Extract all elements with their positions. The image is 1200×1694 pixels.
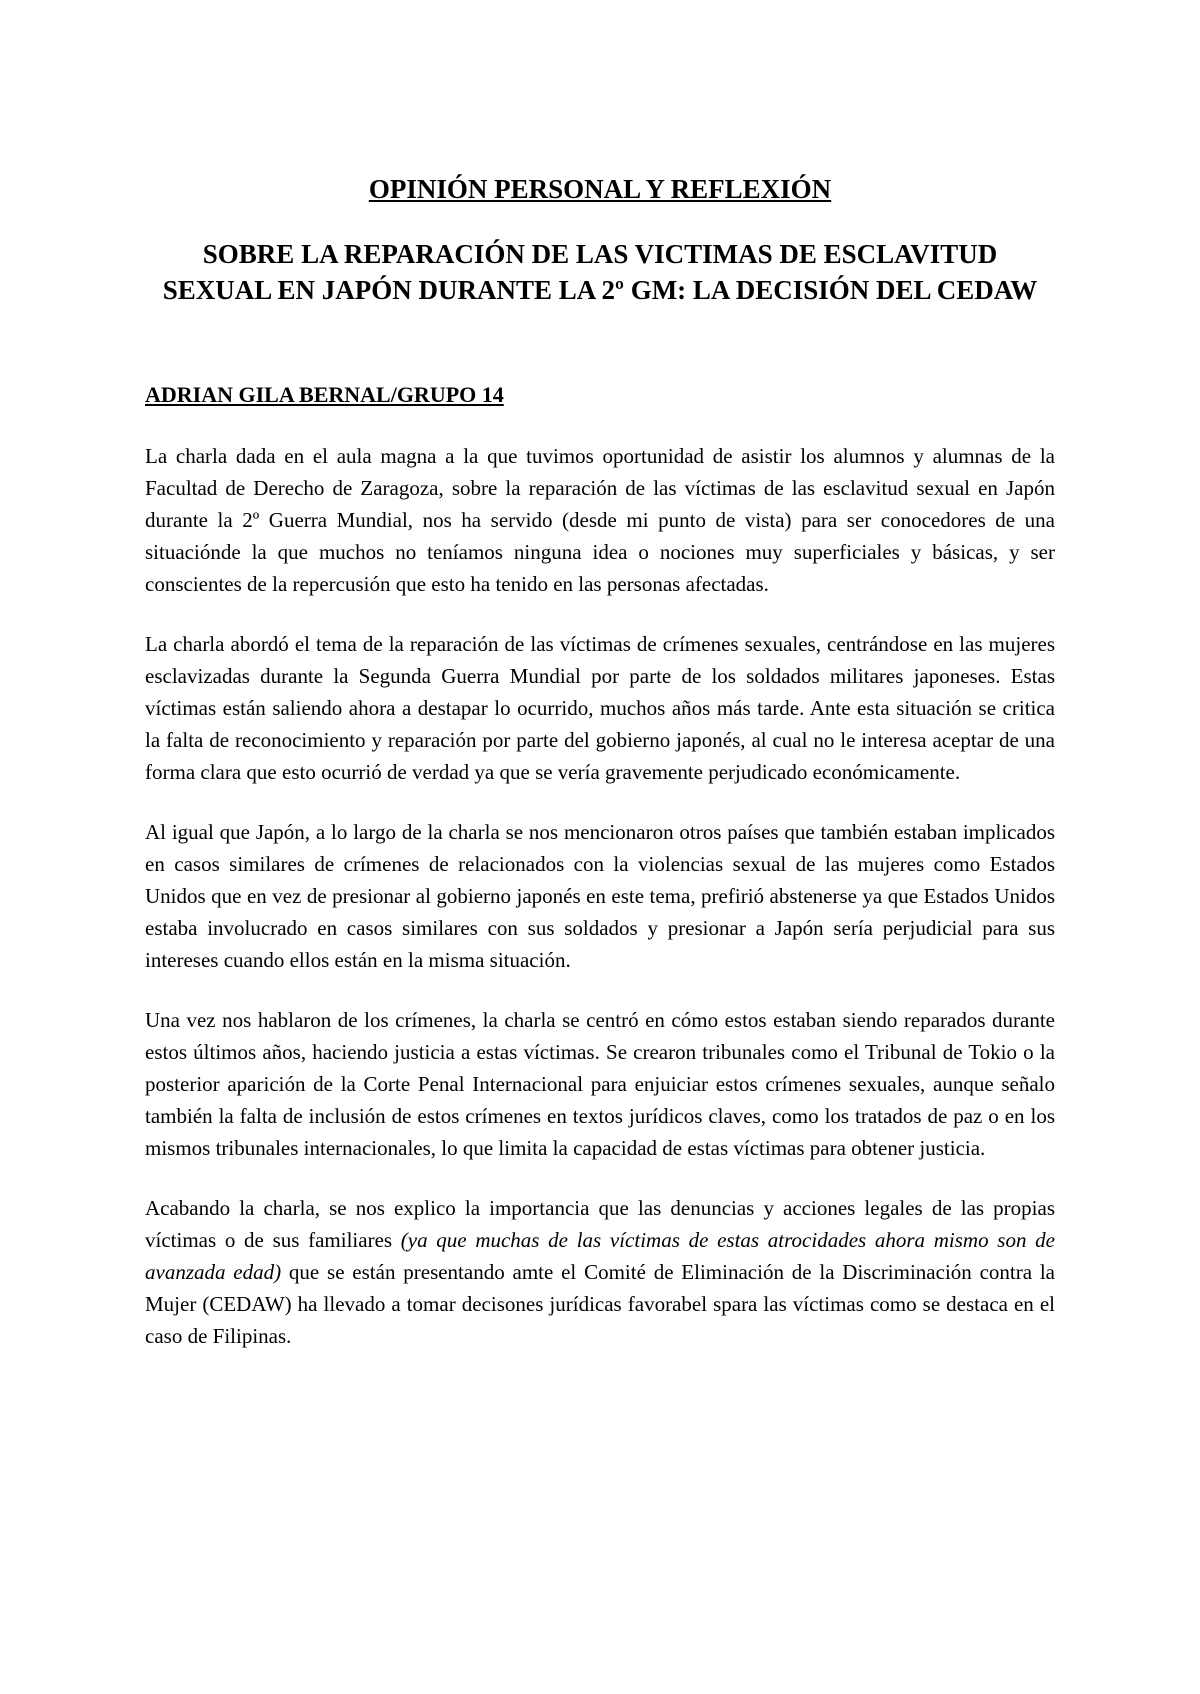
paragraph-5-text-end: que se están presentando amte el Comité de Eliminación de la Discriminación contra la Mujer (CEDAW) ha llevado a tomar decisones jurídicas favorabel spara las víctimas como se destaca en el caso de Filipinas. (145, 1260, 1055, 1348)
paragraph-1: La charla dada en el aula magna a la que tuvimos oportunidad de asistir los alumnos y alumnas de la Facultad de Derecho de Zaragoza, sobre la reparación de las víctimas de las esclavitud sexual en Japón durante la 2º Guerra Mundial, nos ha servido (desde mi punto de vista) para ser conocedores de una situaciónde la que muchos no teníamos ninguna idea o nociones muy superficiales y básicas, y ser conscientes de la repercusión que esto ha tenido en las personas afectadas. (145, 444, 1055, 596)
paragraph-3: Al igual que Japón, a lo largo de la charla se nos mencionaron otros países que también estaban implicados en casos similares de crímenes de relacionados con la violencias sexual de las mujeres como Estados Unidos que en vez de presionar al gobierno japonés en este tema, prefirió abstenerse ya que Estados Unidos estaba involucrado en casos similares con sus soldados y presionar a Japón sería perjudicial para sus intereses cuando ellos están en la misma situación. (145, 820, 1055, 972)
paragraph-5-italic-aside: (ya que muchas de las víctimas de estas atrocidades ahora mismo son de avanzada edad) (145, 1228, 1055, 1284)
document-body (145, 440, 1055, 1380)
document-author: ADRIAN GILA BERNAL/GRUPO 14 (145, 382, 504, 407)
document-title: OPINIÓN PERSONAL Y REFLEXIÓN (368, 174, 832, 204)
paragraph-2: La charla abordó el tema de la reparación de las víctimas de crímenes sexuales, centrándose en las mujeres esclavizadas durante la Segunda Guerra Mundial por parte de los soldados militares japoneses. Estas víctimas están saliendo ahora a destapar lo ocurrido, muchos años más tarde. Ante esta situación se critica la falta de reconocimiento y reparación por parte del gobierno japonés, al cual no le interesa aceptar de una forma clara que esto ocurrió de verdad ya que se vería gravemente perjudicado económicamente. (145, 632, 1055, 784)
paragraph-5 (145, 1192, 1055, 1352)
document-subtitle: SOBRE LA REPARACIÓN DE LAS VICTIMAS DE ESCLAVITUD SEXUAL EN JAPÓN DURANTE LA 2º GM: LA DECISIÓN DEL CEDAW (162, 239, 1038, 305)
paragraph-4: Una vez nos hablaron de los crímenes, la charla se centró en cómo estos estaban siendo reparados durante estos últimos años, haciendo justicia a estas víctimas. Se crearon tribunales como el Tribunal de Tokio o la posterior aparición de la Corte Penal Internacional para enjuiciar estos crímenes sexuales, aunque señalo también la falta de inclusión de estos crímenes en textos jurídicos claves, como los tratados de paz o en los mismos tribunales internacionales, lo que limita la capacidad de estas víctimas para obtener justicia. (145, 1008, 1055, 1160)
paragraph-5-text-start: Acabando la charla, se nos explico la importancia que las denuncias y acciones legales de las propias víctimas o de sus familiares (145, 1196, 1055, 1252)
